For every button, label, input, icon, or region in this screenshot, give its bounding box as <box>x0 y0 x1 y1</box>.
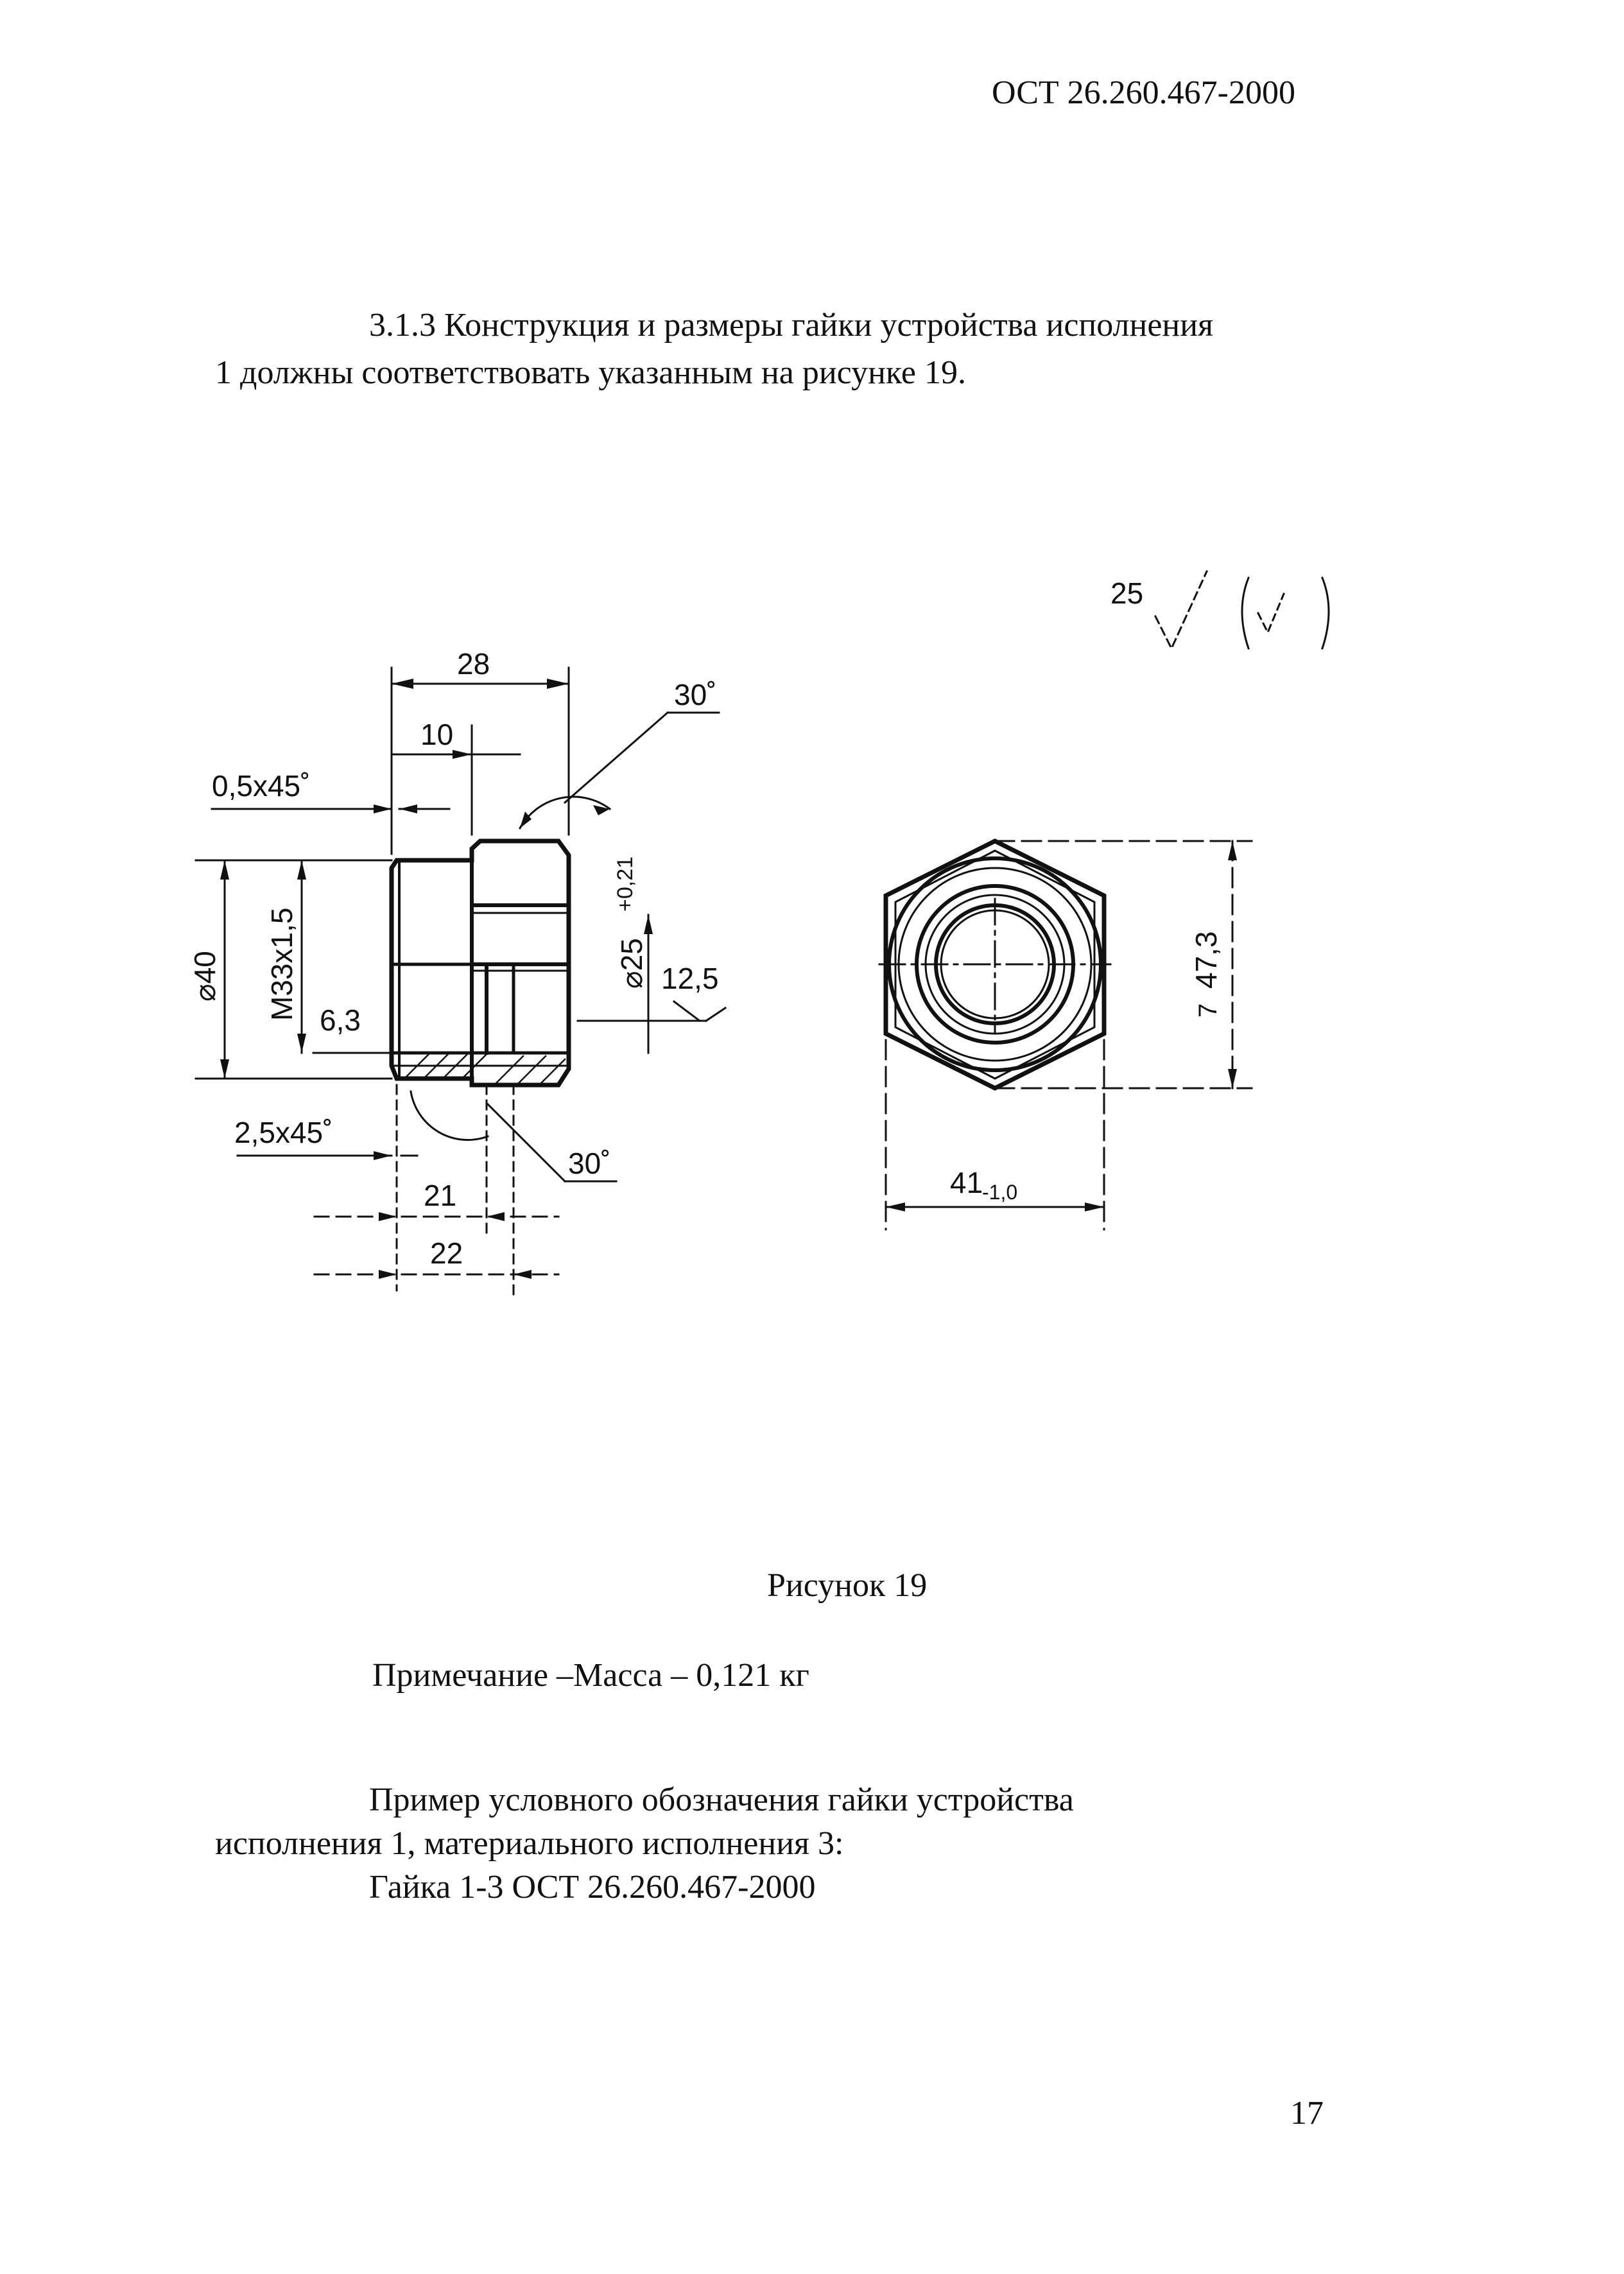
section-text-line2: 1 должны соответствовать указанным на рисунке 19. <box>215 354 966 391</box>
example-designation: Гайка 1-3 ОСТ 26.260.467-2000 <box>369 1869 816 1905</box>
figure-caption: Рисунок 19 <box>767 1567 928 1604</box>
example-line1: Пример условного обозначения гайки устройства <box>369 1782 1074 1818</box>
section-number: 3.1.3 <box>369 307 436 343</box>
thread-label: M33x1,5 <box>265 907 298 1021</box>
designation-example <box>215 1778 1345 1909</box>
dia-25-tolerance: +0,21 <box>613 856 637 912</box>
angle-top-label: 30˚ <box>674 678 717 711</box>
roughness-12-5-label: 12,5 <box>661 962 719 995</box>
across-flats-tolerance: -1,0 <box>982 1181 1018 1204</box>
roughness-6-3-label: 6,3 <box>320 1003 361 1037</box>
across-flats-label: 41 <box>950 1166 983 1199</box>
nut-side-view <box>188 647 725 1297</box>
chamfer-bottom-label: 2,5x45˚ <box>234 1116 333 1149</box>
across-corners-label: 47,3 <box>1189 931 1223 989</box>
dia-40-label: ⌀40 <box>188 951 221 1002</box>
angle-bottom-label: 30˚ <box>568 1147 611 1180</box>
roughness-general-label: 25 <box>1110 577 1144 610</box>
dia-25-label: ⌀25 <box>615 938 648 989</box>
mass-note: Примечание –Масса – 0,121 кг <box>372 1657 809 1694</box>
example-line2: исполнения 1, материального исполнения 3: <box>215 1825 844 1862</box>
across-corners-prefix: 7 <box>1194 1003 1222 1018</box>
chamfer-top-label: 0,5x45˚ <box>212 769 311 803</box>
dim-21-label: 21 <box>424 1179 457 1212</box>
page-number: 17 <box>1290 2095 1324 2131</box>
section-text-line1: Конструкция и размеры гайки устройства исполнения <box>444 307 1213 343</box>
dim-28-label: 28 <box>457 647 490 681</box>
nut-end-view <box>879 841 1252 1229</box>
roughness-mark <box>1110 571 1329 648</box>
dim-22-label: 22 <box>430 1237 463 1270</box>
standard-code: ОСТ 26.260.467-2000 <box>992 74 1295 111</box>
dim-10-label: 10 <box>420 718 454 751</box>
